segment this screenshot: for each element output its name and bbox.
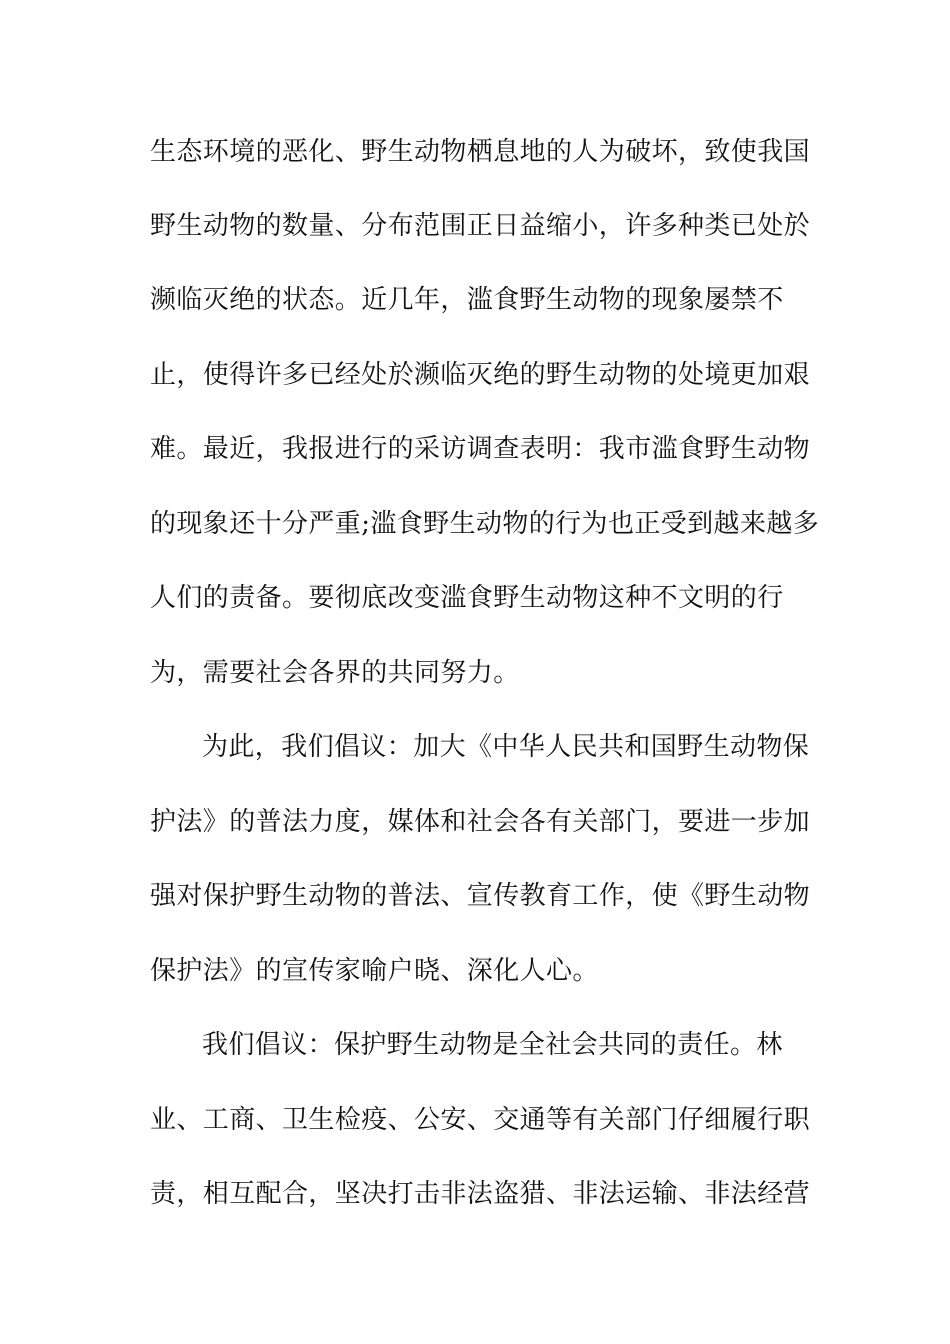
paragraph-1-line-3: 濒临灭绝的状态。近几年，滥食野生动物的现象屡禁不 [150,285,784,315]
paragraph-1-line-2: 野生动物的数量、分布范围正日益缩小，许多种类已处於 [150,211,811,241]
paragraph-1-line-6: 的现象还十分严重;滥食野生动物的行为也正受到越来越多 [150,509,820,539]
paragraph-2-line-3: 强对保护野生动物的普法、宣传教育工作，使《野生动物 [150,881,811,911]
paragraph-1-line-7: 人们的责备。要彻底改变滥食野生动物这种不文明的行 [150,583,784,613]
paragraph-3-line-1: 我们倡议：保护野生动物是全社会共同的责任。林 [202,1030,783,1060]
paragraph-2-line-1: 为此，我们倡议：加大《中华人民共和国野生动物保 [202,732,810,762]
paragraph-1-line-8: 为，需要社会各界的共同努力。 [150,658,520,688]
paragraph-3-line-3: 责，相互配合，坚决打击非法盗猎、非法运输、非法经营 [150,1179,811,1209]
paragraph-1-line-5: 难。最近，我报进行的采访调查表明：我市滥食野生动物 [150,434,811,464]
paragraph-2-line-2: 护法》的普法力度，媒体和社会各有关部门，要进一步加 [150,807,811,837]
paragraph-1-line-1: 生态环境的恶化、野生动物栖息地的人为破坏，致使我国 [150,137,811,167]
paragraph-3-line-2: 业、工商、卫生检疫、公安、交通等有关部门仔细履行职 [150,1105,811,1135]
paragraph-2-line-4: 保护法》的宣传家喻户晓、深化人心。 [150,956,599,986]
paragraph-1-line-4: 止，使得许多已经处於濒临灭绝的野生动物的处境更加艰 [150,360,811,390]
